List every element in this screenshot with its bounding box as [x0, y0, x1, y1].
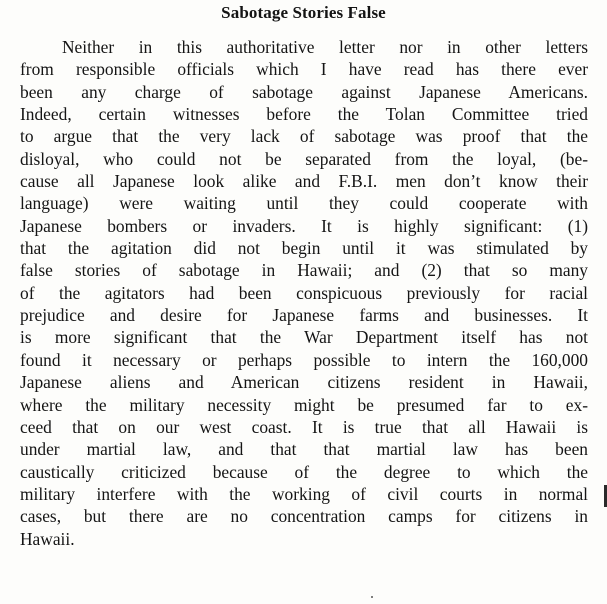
- paragraph-line: cause all Japanese look alike and F.B.I. men don’t know their: [20, 171, 588, 192]
- paragraph-line: of the agitators had been conspicuous previously for racial: [20, 282, 588, 303]
- paragraph-line: caustically criticized because of the degree to which the: [20, 461, 588, 482]
- paragraph-line: from responsible officials which I have read has there ever: [20, 59, 588, 80]
- paragraph-line: Hawaii.: [20, 528, 75, 549]
- paragraph-line: Japanese aliens and American citizens resident in Hawaii,: [20, 372, 588, 393]
- paragraph-line: language) were waiting until they could cooperate with: [20, 193, 588, 214]
- section-heading: Sabotage Stories False: [221, 3, 386, 22]
- paragraph-line: military interfere with the working of civil courts in normal: [20, 483, 588, 504]
- paragraph-line: to argue that the very lack of sabotage was proof that the: [20, 126, 588, 147]
- paragraph-line: where the military necessity might be presumed far to ex-: [20, 394, 588, 415]
- paragraph-line: ceed that on our west coast. It is true that all Hawaii is: [20, 416, 588, 437]
- paragraph-line: found it necessary or perhaps possible to intern the 160,000: [20, 349, 588, 370]
- paragraph-line: been any charge of sabotage against Japanese Americans.: [20, 81, 588, 102]
- scan-speck: [371, 596, 373, 598]
- paragraph-line: that the agitation did not begin until it was stimulated by: [20, 238, 588, 259]
- paragraph-line: is more significant that the War Department itself has not: [20, 327, 588, 348]
- paragraph-line: disloyal, who could not be separated from the loyal, (be-: [20, 148, 588, 169]
- paragraph-line: under martial law, and that that martial law has been: [20, 439, 588, 460]
- paragraph-line: Indeed, certain witnesses before the Tolan Committee tried: [20, 104, 588, 125]
- paragraph-line: cases, but there are no concentration camps for citizens in: [20, 506, 588, 527]
- paragraph-line: Neither in this authoritative letter nor in other letters: [62, 37, 588, 57]
- paragraph-line: false stories of sabotage in Hawaii; and (2) that so many: [20, 260, 588, 281]
- paragraph-line: prejudice and desire for Japanese farms and businesses. It: [20, 305, 588, 326]
- paragraph-line: Japanese bombers or invaders. It is highly significant: (1): [20, 215, 588, 236]
- body-paragraph: [20, 36, 588, 550]
